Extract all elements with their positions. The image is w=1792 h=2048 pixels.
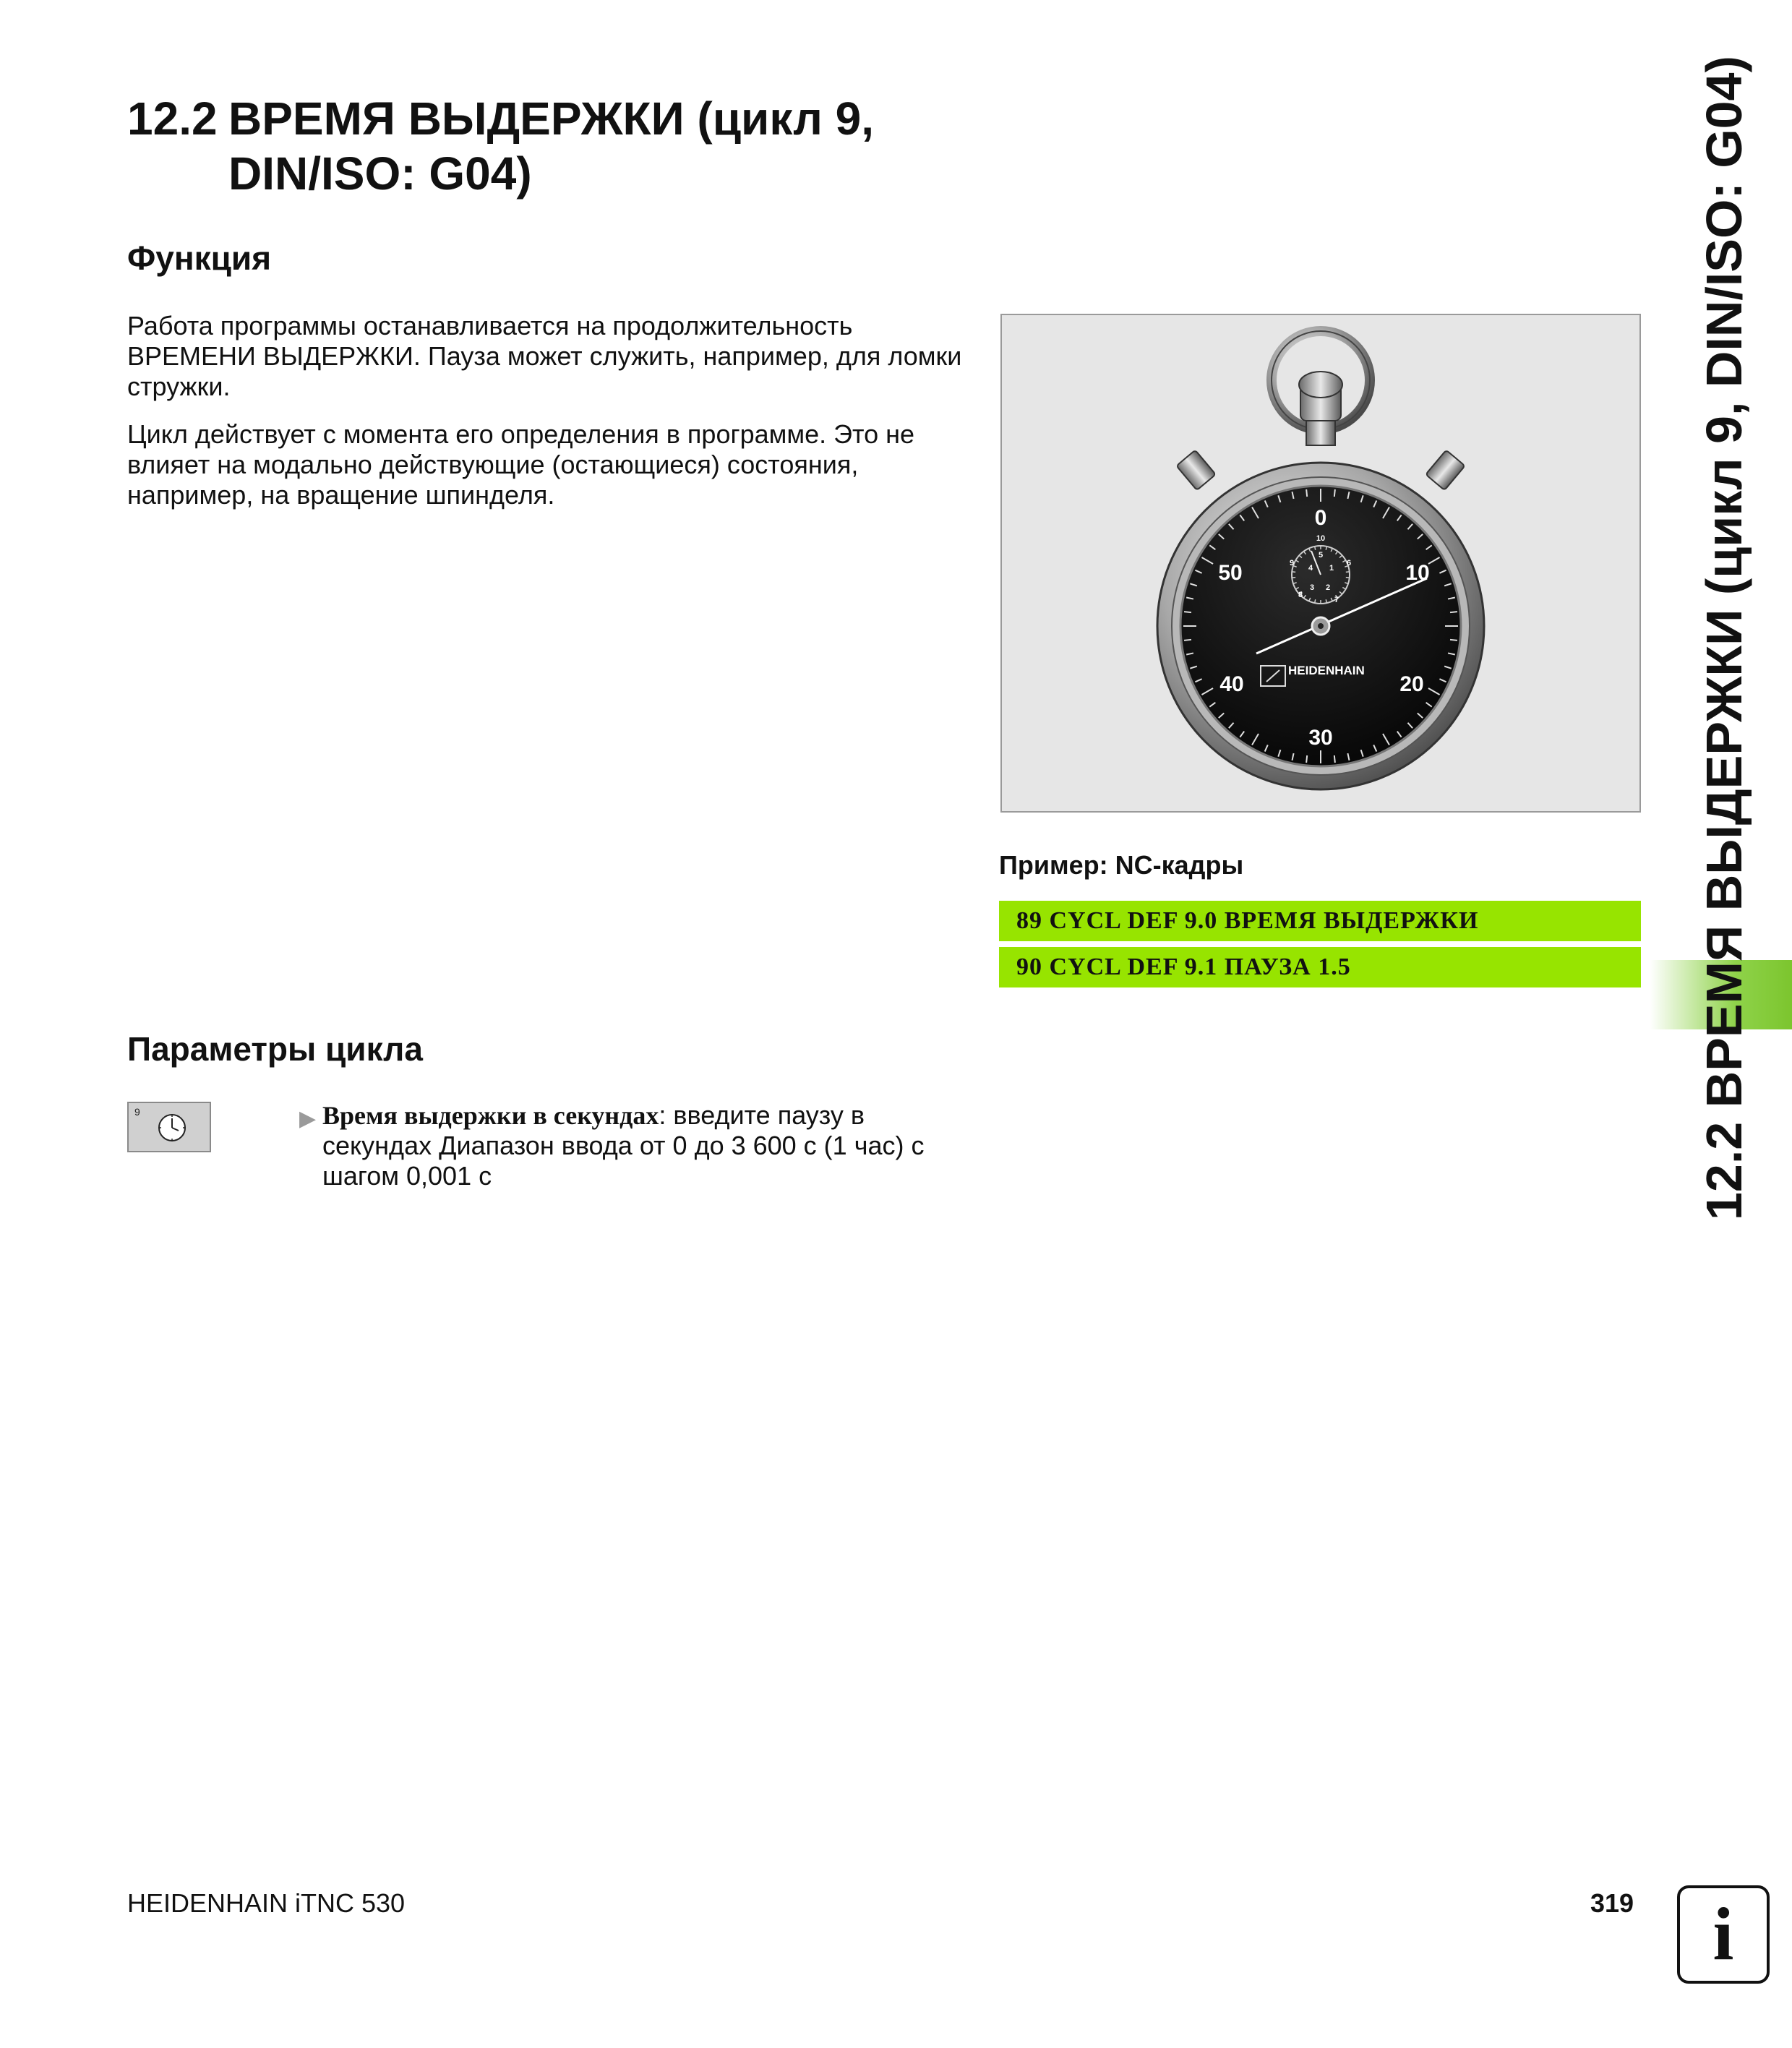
- parameter-item: [322, 1100, 973, 1191]
- dial-number: 40: [1219, 672, 1244, 696]
- subdial-tick: [1315, 547, 1316, 550]
- info-icon-letter: i: [1712, 1893, 1734, 1976]
- function-paragraph-1: Работа программы останавливается на продолжительность ВРЕМЕНИ ВЫДЕРЖКИ. Пауза может служить, например, для ломки стружки.: [127, 311, 962, 401]
- subdial-number: 8: [1298, 591, 1303, 599]
- info-icon: [1677, 1885, 1770, 1984]
- brand-label: HEIDENHAIN: [1288, 664, 1365, 677]
- example-label-text: Пример: NC-кадры: [999, 850, 1244, 880]
- parameter-term: Время выдержки в секундах: [322, 1101, 659, 1130]
- title-line-2: DIN/ISO: G04): [228, 147, 532, 200]
- subdial-number: 5: [1318, 551, 1324, 560]
- dial-tick: [1334, 755, 1335, 763]
- softkey-number: 9: [134, 1106, 140, 1118]
- stopwatch-icon: [1002, 315, 1639, 811]
- nc-code-line: 89 CYCL DEF 9.0 ВРЕМЯ ВЫДЕРЖКИ: [999, 901, 1641, 941]
- dial-number: 0: [1314, 506, 1327, 530]
- subdial-number: 2: [1325, 583, 1331, 592]
- dial-number: 50: [1218, 561, 1243, 585]
- page-title: [127, 91, 874, 201]
- subdial-tick: [1346, 572, 1350, 573]
- dial-tick: [1306, 755, 1307, 763]
- subdial-tick: [1315, 599, 1316, 603]
- subdial-number: 3: [1309, 583, 1315, 592]
- footer-product: HEIDENHAIN iTNC 530: [127, 1888, 406, 1918]
- function-paragraph-2: Цикл действует с момента его определения в программе. Это не влияет на модально действующие (остающиеся) состояния, например, на вращение шпинделя.: [127, 419, 915, 510]
- dial-number: 20: [1399, 672, 1424, 696]
- parameters-heading: Параметры цикла: [127, 1030, 423, 1068]
- dial-tick: [1334, 489, 1335, 497]
- subdial-number: 9: [1289, 559, 1295, 567]
- parameter-description: : введите паузу в секундах Диапазон ввода от 0 до 3 600 с (1 час) с шагом 0,001 с: [322, 1100, 925, 1191]
- clock-icon: [156, 1112, 188, 1144]
- subdial-number: 10: [1316, 534, 1326, 543]
- subdial-tick: [1292, 572, 1295, 573]
- nc-code-line: 90 CYCL DEF 9.1 ПАУЗА 1.5: [999, 947, 1641, 987]
- title-line-1: ВРЕМЯ ВЫДЕРЖКИ (цикл 9,: [228, 93, 874, 145]
- subdial-number: 1: [1329, 564, 1334, 573]
- subdial-number: 7: [1334, 596, 1339, 604]
- function-heading: Функция: [127, 239, 272, 277]
- stopwatch-figure: [1000, 314, 1641, 813]
- bullet-arrow-icon: ▶: [299, 1107, 317, 1131]
- dial-tick: [1306, 489, 1307, 497]
- page-number: 319: [1590, 1888, 1634, 1918]
- example-label: [999, 850, 1243, 881]
- section-number: 12.2: [127, 93, 218, 145]
- side-running-title: 12.2 ВРЕМЯ ВЫДЕРЖКИ (цикл 9, DIN/ISO: G04): [1696, 56, 1752, 1220]
- dial-number: 10: [1405, 561, 1430, 585]
- cycle-9-softkey[interactable]: [127, 1102, 211, 1152]
- subdial-number: 4: [1308, 564, 1313, 573]
- dial-number: 30: [1308, 726, 1333, 750]
- subdial-number: 6: [1346, 559, 1352, 567]
